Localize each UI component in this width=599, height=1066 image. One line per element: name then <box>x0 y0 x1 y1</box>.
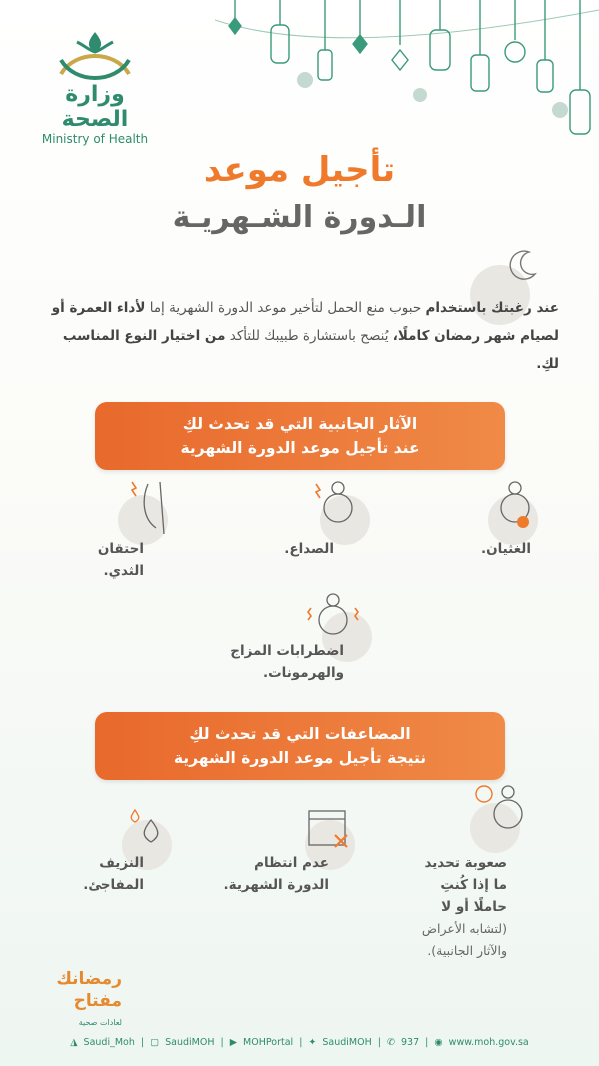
complications-banner-line2: نتيجة تأجيل موعد الدورة الشهرية <box>173 749 427 767</box>
breast-icon <box>120 478 170 538</box>
calendar-icon <box>305 805 355 855</box>
complications-banner-line1: المضاعفات التي قد تحدث لكِ <box>189 725 411 743</box>
label-line: المفاجئ. <box>83 877 144 893</box>
footer-portal[interactable]: MOHPortal <box>243 1037 294 1048</box>
snapchat-icon: ◮ <box>70 1037 78 1048</box>
label-line: الثدي. <box>103 563 144 579</box>
drop-icon <box>125 808 165 848</box>
intro-paragraph <box>39 294 559 378</box>
label-line: حاملًا أو لا <box>441 899 507 915</box>
campaign-logo <box>30 968 122 1034</box>
headache-icon <box>308 478 358 538</box>
footer-snapchat[interactable]: Saudi_Moh <box>83 1037 135 1048</box>
phone-icon: ✆ <box>387 1037 395 1048</box>
complication-irregular-cycle <box>179 852 329 896</box>
footer-phone[interactable]: 937 <box>400 1037 420 1048</box>
label-line: عدم انتظام <box>254 855 329 871</box>
side-effect-breast <box>24 538 144 582</box>
logo-arabic: وزارة الصحة <box>61 82 129 132</box>
title-line1: تأجيل موعد <box>203 150 396 190</box>
footer-instagram[interactable]: SaudiMOH <box>165 1037 215 1048</box>
moh-logo <box>40 28 150 146</box>
side-effects-banner-line2: عند تأجيل موعد الدورة الشهرية <box>180 439 420 457</box>
campaign-line3: لعادات صحية <box>78 1018 122 1027</box>
label-line: اضطرابات المزاج <box>230 643 344 659</box>
intro-text-2: يُنصح باستشارة طبيبك للتأكد <box>225 328 393 344</box>
side-effect-mood <box>184 640 344 684</box>
complication-pregnancy <box>357 852 507 962</box>
moh-emblem-icon <box>55 28 135 82</box>
footer: ◮ Saudi_Moh | ▢ SaudiMOH | ▶ MOHPortal | ✦ SaudiMOH | ✆ 937 | ◉ www.moh.gov.sa <box>70 1037 529 1048</box>
title-line2: الـدورة الشـهريـة <box>172 200 427 235</box>
campaign-line2: مفتاح <box>73 991 122 1011</box>
intro-bold-2: لأداء العمرة أو لصيام شهر رمضان كاملًا، <box>51 300 559 344</box>
ramadan-decoration <box>215 0 599 150</box>
label-note: (لتشابه الأعراض <box>421 921 507 936</box>
label-line: النزيف <box>99 855 144 871</box>
crescent-icon <box>505 248 539 282</box>
youtube-icon: ▶ <box>229 1037 238 1048</box>
label-line: الصداع. <box>284 541 334 557</box>
intro-bold-1: عند رغبتك باستخدام <box>425 300 559 316</box>
footer-website[interactable]: www.moh.gov.sa <box>448 1037 529 1048</box>
intro-text-1: حبوب منع الحمل لتأخير موعد الدورة الشهرية إما <box>145 300 426 316</box>
label-line: صعوبة تحديد <box>424 855 507 871</box>
side-effect-nausea <box>401 538 531 560</box>
intro-bold-3: من اختيار النوع المناسب لكِ. <box>62 328 559 372</box>
instagram-icon: ▢ <box>150 1037 160 1048</box>
label-line: والهرمونات. <box>262 665 344 681</box>
side-effects-banner-line1: الآثار الجانبية التي قد تحدث لكِ <box>182 415 418 433</box>
side-effect-headache <box>204 538 334 560</box>
complication-bleeding <box>34 852 144 896</box>
pregnancy-question-icon <box>470 782 530 842</box>
twitter-icon: ✦ <box>308 1037 317 1048</box>
logo-english: Ministry of Health <box>41 132 149 146</box>
footer-twitter[interactable]: SaudiMOH <box>322 1037 372 1048</box>
complications-banner <box>95 712 505 780</box>
label-line: الدورة الشهرية. <box>223 877 329 893</box>
globe-icon: ◉ <box>434 1037 443 1048</box>
nausea-icon <box>490 478 540 538</box>
label-line: احتقان <box>97 541 144 557</box>
campaign-line1: رمضانك <box>56 969 122 989</box>
label-note: والآثار الجانبية). <box>427 943 507 958</box>
side-effects-banner <box>95 402 505 470</box>
label-line: ما إذا كُنتِ <box>440 877 507 893</box>
label-line: الغثيان. <box>480 541 531 557</box>
